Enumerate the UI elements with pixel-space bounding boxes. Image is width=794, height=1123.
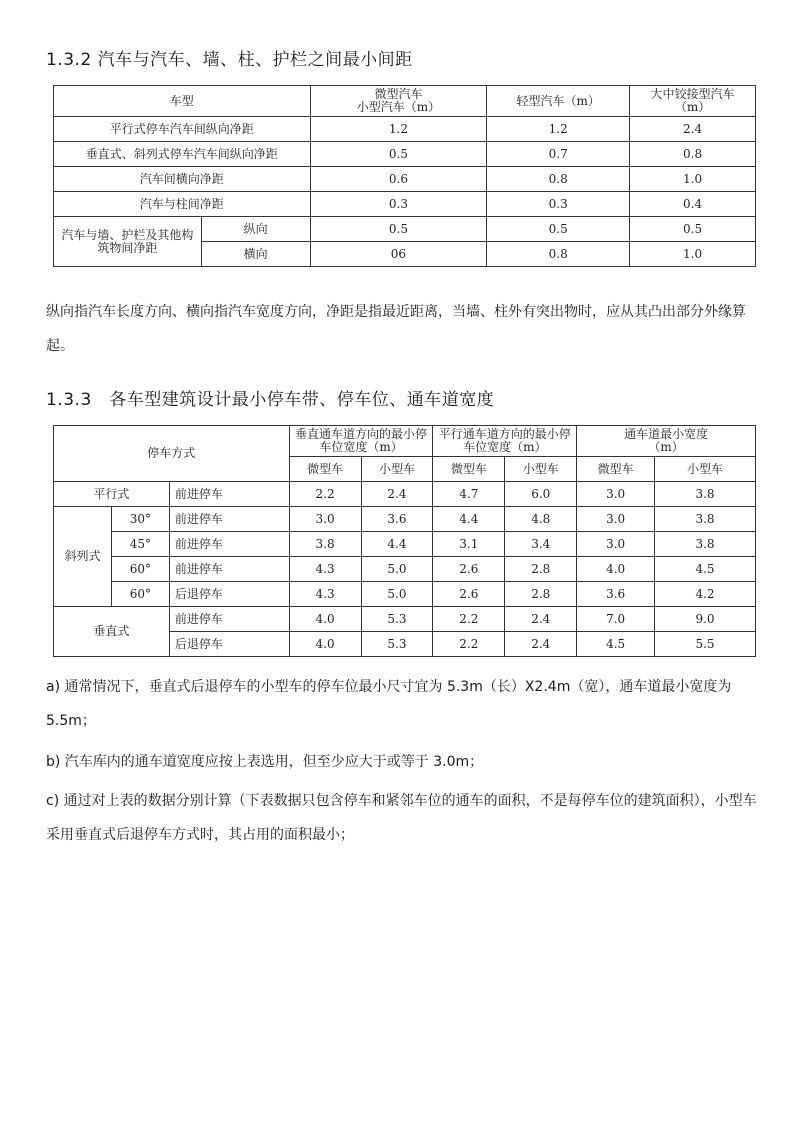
table-row xyxy=(54,142,756,167)
table-cell: 0.4 xyxy=(630,192,756,217)
table-row xyxy=(54,532,756,557)
table-row xyxy=(54,607,756,632)
table-cell: 3.0 xyxy=(577,482,655,507)
subheader-cell: 微型车 xyxy=(433,457,505,482)
table-cell: 4.3 xyxy=(289,557,361,582)
row-label: 汽车间横向净距 xyxy=(54,167,311,192)
table-cell: 0.8 xyxy=(487,242,630,267)
table-row xyxy=(54,167,756,192)
table-cell: 2.2 xyxy=(289,482,361,507)
note-c: c) 通过对上表的数据分别计算（下表数据只包含停车和紧邻车位的通车的面积，不是每停车位的建筑面积），小型车采用垂直式后退停车方式时，其占用的面积最小； xyxy=(46,793,757,843)
row-sublabel: 前进停车 xyxy=(169,507,289,532)
table-cell: 0.5 xyxy=(487,217,630,242)
table-cell: 4.0 xyxy=(289,607,361,632)
table-cell: 1.2 xyxy=(310,117,487,142)
note-b: b) 汽车库内的通车道宽度应按上表选用，但至少应大于或等于 3.0m； xyxy=(46,754,484,770)
group-label: 汽车与墙、护栏及其他构筑物间净距 xyxy=(54,217,202,267)
table-cell: 2.4 xyxy=(505,607,577,632)
row-label: 横向 xyxy=(201,242,310,267)
section-title-1-3-3: 1.3.3 各车型建筑设计最小停车带、停车位、通车道宽度 xyxy=(46,390,495,410)
table-cell: 4.0 xyxy=(577,557,655,582)
row-sublabel: 前进停车 xyxy=(169,482,289,507)
table-cell: 0.7 xyxy=(487,142,630,167)
table-cell: 3.6 xyxy=(361,507,433,532)
table-cell: 9.0 xyxy=(655,607,756,632)
header-cell: 大中铰接型汽车 （m） xyxy=(630,86,756,117)
table-cell: 5.0 xyxy=(361,557,433,582)
table-cell: 5.3 xyxy=(361,632,433,657)
table-header-row xyxy=(54,426,756,457)
header-cell: 停车方式 xyxy=(54,426,290,482)
table-cell: 0.5 xyxy=(310,142,487,167)
angle-cell: 60° xyxy=(111,582,169,607)
table-cell: 2.2 xyxy=(433,607,505,632)
table-cell: 0.3 xyxy=(487,192,630,217)
table-cell: 0.6 xyxy=(310,167,487,192)
table-cell: 4.3 xyxy=(289,582,361,607)
table-cell: 2.8 xyxy=(505,582,577,607)
table-row xyxy=(54,482,756,507)
row-label: 斜列式 xyxy=(54,507,112,607)
row-label: 垂直式、斜列式停车汽车间纵向净距 xyxy=(54,142,311,167)
table-cell: 4.4 xyxy=(361,532,433,557)
table-cell: 4.5 xyxy=(577,632,655,657)
row-sublabel: 后退停车 xyxy=(169,582,289,607)
table-cell: 2.2 xyxy=(433,632,505,657)
table-cell: 3.8 xyxy=(655,482,756,507)
table-header-row xyxy=(54,86,756,117)
table-cell: 3.8 xyxy=(655,507,756,532)
header-cell: 垂直通车道方向的最小停车位宽度（m） xyxy=(289,426,433,457)
table-cell: 7.0 xyxy=(577,607,655,632)
table-cell: 3.8 xyxy=(655,532,756,557)
row-label: 平行式停车汽车间纵向净距 xyxy=(54,117,311,142)
section-title-1-3-2: 1.3.2 汽车与汽车、墙、柱、护栏之间最小间距 xyxy=(46,50,413,70)
row-label: 纵向 xyxy=(201,217,310,242)
table-cell: 06 xyxy=(310,242,487,267)
header-cell: 平行通车道方向的最小停车位宽度（m） xyxy=(433,426,577,457)
table-cell: 4.0 xyxy=(289,632,361,657)
parking-width-table xyxy=(53,425,756,657)
angle-cell: 60° xyxy=(111,557,169,582)
row-label: 垂直式 xyxy=(54,607,170,657)
table-cell: 3.6 xyxy=(577,582,655,607)
table-cell: 3.1 xyxy=(433,532,505,557)
table-row xyxy=(54,557,756,582)
table-cell: 4.2 xyxy=(655,582,756,607)
table-cell: 4.8 xyxy=(505,507,577,532)
table-cell: 5.5 xyxy=(655,632,756,657)
table-cell: 0.5 xyxy=(630,217,756,242)
header-cell: 微型汽车 小型汽车（m） xyxy=(310,86,487,117)
row-label: 汽车与柱间净距 xyxy=(54,192,311,217)
subheader-cell: 小型车 xyxy=(505,457,577,482)
row-sublabel: 后退停车 xyxy=(169,632,289,657)
table-row xyxy=(54,507,756,532)
table-cell: 2.4 xyxy=(361,482,433,507)
angle-cell: 45° xyxy=(111,532,169,557)
table-row xyxy=(54,582,756,607)
table-cell: 4.4 xyxy=(433,507,505,532)
subheader-cell: 微型车 xyxy=(289,457,361,482)
subheader-cell: 小型车 xyxy=(361,457,433,482)
table-row xyxy=(54,217,756,242)
table-cell: 5.0 xyxy=(361,582,433,607)
header-cell: 车型 xyxy=(54,86,311,117)
table-cell: 1.0 xyxy=(630,242,756,267)
table-cell: 4.5 xyxy=(655,557,756,582)
subheader-cell: 微型车 xyxy=(577,457,655,482)
table-cell: 3.0 xyxy=(289,507,361,532)
row-sublabel: 前进停车 xyxy=(169,557,289,582)
table-cell: 2.6 xyxy=(433,582,505,607)
table-cell: 2.4 xyxy=(505,632,577,657)
clearance-table xyxy=(53,85,756,267)
table-cell: 3.0 xyxy=(577,532,655,557)
subheader-cell: 小型车 xyxy=(655,457,756,482)
table-cell: 6.0 xyxy=(505,482,577,507)
table-cell: 3.8 xyxy=(289,532,361,557)
row-sublabel: 前进停车 xyxy=(169,532,289,557)
clearance-note: 纵向指汽车长度方向、横向指汽车宽度方向，净距是指最近距离，当墙、柱外有突出物时，应从其凸出部分外缘算起。 xyxy=(46,304,746,354)
table-cell: 1.0 xyxy=(630,167,756,192)
table-cell: 3.4 xyxy=(505,532,577,557)
table-cell: 2.4 xyxy=(630,117,756,142)
table-row xyxy=(54,192,756,217)
angle-cell: 30° xyxy=(111,507,169,532)
table-cell: 4.7 xyxy=(433,482,505,507)
table-cell: 0.5 xyxy=(310,217,487,242)
header-cell: 轻型汽车（m） xyxy=(487,86,630,117)
table-cell: 0.8 xyxy=(487,167,630,192)
table-cell: 0.3 xyxy=(310,192,487,217)
table-cell: 1.2 xyxy=(487,117,630,142)
note-a: a) 通常情况下，垂直式后退停车的小型车的停车位最小尺寸宜为 5.3m（长）X2.4m（宽），通车道最小宽度为 5.5m； xyxy=(46,679,732,729)
header-cell: 通车道最小宽度 （m） xyxy=(577,426,756,457)
table-cell: 5.3 xyxy=(361,607,433,632)
row-label: 平行式 xyxy=(54,482,170,507)
table-cell: 3.0 xyxy=(577,507,655,532)
table-row xyxy=(54,117,756,142)
table-cell: 0.8 xyxy=(630,142,756,167)
table-cell: 2.8 xyxy=(505,557,577,582)
table-cell: 2.6 xyxy=(433,557,505,582)
row-sublabel: 前进停车 xyxy=(169,607,289,632)
